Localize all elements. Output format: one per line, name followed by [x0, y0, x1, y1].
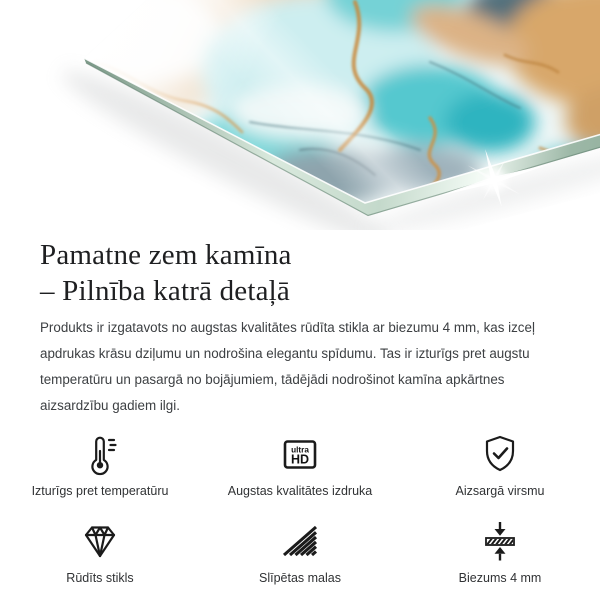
feature-item-surface-protection: [400, 430, 600, 499]
features-grid: [0, 430, 600, 586]
thermometer-icon: [78, 430, 122, 478]
feature-label: Aizsargā virsmu: [455, 484, 545, 498]
beveled-edges-icon: [278, 517, 322, 565]
ultra-hd-icon: [278, 430, 322, 478]
title-line-2: – Pilnība katrā detaļā: [40, 275, 291, 307]
feature-label: Slīpētas malas: [259, 571, 341, 585]
title-line-1: Pamatne zem kamīna: [40, 239, 292, 271]
feature-item-tempered-glass: [0, 517, 200, 586]
ultra-hd-badge-bottom: HD: [290, 452, 310, 467]
ultra-hd-badge-top: ultra: [291, 445, 309, 455]
feature-label: Rūdīts stikls: [66, 571, 134, 585]
feature-label: Augstas kvalitātes izdruka: [227, 484, 373, 498]
feature-label: Izturīgs pret temperatūru: [31, 484, 169, 498]
diamond-icon: [78, 517, 122, 565]
product-description: Produkts ir izgatavots no augstas kvalitātes rūdīta stikla ar biezumu 4 mm, kas izceļ apdrukas krāsu dziļumu un nodrošina elegantu spīdumu. Tas ir izturīgs pret augstu temperatūru un pasargā no bojājumiem, tādējādi nodrošinot kamīna apkārtnes aizsardzību gadiem ilgi.: [40, 320, 535, 413]
page-title: [40, 237, 572, 309]
glass-panel-artwork: [0, 0, 600, 230]
product-hero-image: [0, 0, 600, 230]
shield-check-icon: [478, 430, 522, 478]
feature-item-thickness: [400, 517, 600, 586]
product-info-section: [0, 237, 600, 419]
feature-item-temperature: [0, 430, 200, 499]
feature-item-polished-edges: [200, 517, 400, 586]
feature-label: Biezums 4 mm: [458, 571, 542, 585]
compressed-thickness-icon: [478, 517, 522, 565]
feature-item-print-quality: [200, 430, 400, 499]
